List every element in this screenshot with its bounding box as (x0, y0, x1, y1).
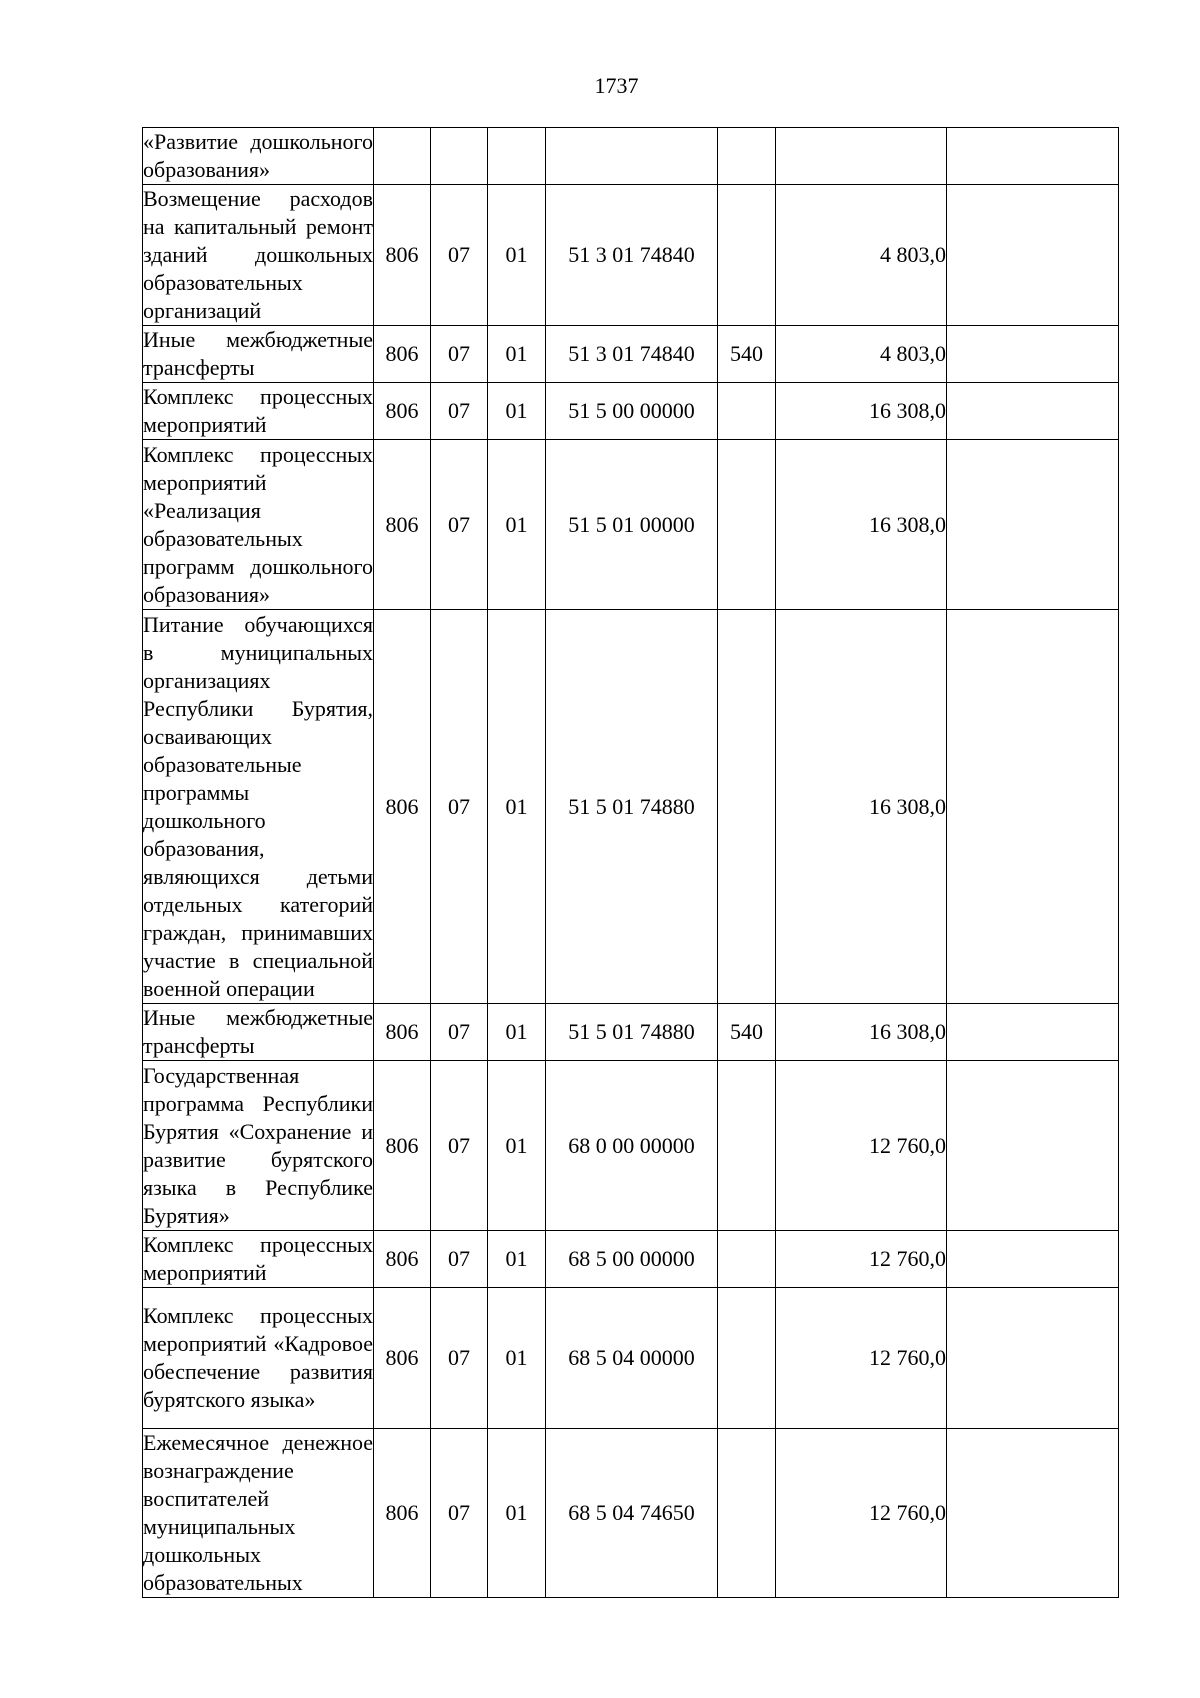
table-row (143, 185, 1119, 326)
extra-cell (947, 610, 1119, 1004)
amount: 12 760,0 (776, 1231, 947, 1288)
row-name: Комплекс процессных мероприятий (143, 1231, 374, 1288)
row-name: Возмещение расходов на капитальный ремонт зданий дошкольных образовательных организаций (143, 185, 374, 326)
row-name: «Развитие дошкольного образования» (143, 128, 374, 185)
expense-type-code: 540 (718, 1004, 776, 1061)
amount: 12 760,0 (776, 1288, 947, 1429)
expense-type-code (718, 185, 776, 326)
ved-code: 806 (374, 1429, 431, 1598)
expense-type-code (718, 1429, 776, 1598)
section-code: 07 (431, 1429, 488, 1598)
row-name: Комплекс процессных мероприятий «Реализация образовательных программ дошкольного образования» (143, 440, 374, 610)
amount: 16 308,0 (776, 383, 947, 440)
target-article-code: 51 5 01 00000 (546, 440, 718, 610)
expense-type-code: 540 (718, 326, 776, 383)
ved-code: 806 (374, 1231, 431, 1288)
target-article-code: 51 3 01 74840 (546, 185, 718, 326)
ved-code: 806 (374, 1288, 431, 1429)
expense-type-code (718, 1231, 776, 1288)
expense-type-code (718, 440, 776, 610)
table-row (143, 1429, 1119, 1598)
row-name: Питание обучающихся в муниципальных организациях Республики Бурятия, осваивающих образовательные программы дошкольного образования, являющихся детьми отдельных категорий граждан, принимавших участие в специальной военной операции (143, 610, 374, 1004)
amount: 16 308,0 (776, 1004, 947, 1061)
target-article-code: 68 5 04 74650 (546, 1429, 718, 1598)
row-name: Комплекс процессных мероприятий «Кадровое обеспечение развития бурятского языка» (143, 1288, 374, 1429)
section-code: 07 (431, 185, 488, 326)
expense-type-code (718, 128, 776, 185)
expense-type-code (718, 610, 776, 1004)
table-row (143, 1004, 1119, 1061)
ved-code: 806 (374, 1061, 431, 1231)
section-code: 07 (431, 440, 488, 610)
subsection-code: 01 (488, 326, 546, 383)
table-row (143, 1231, 1119, 1288)
amount: 16 308,0 (776, 610, 947, 1004)
amount: 4 803,0 (776, 326, 947, 383)
subsection-code (488, 128, 546, 185)
table-row (143, 610, 1119, 1004)
ved-code (374, 128, 431, 185)
section-code (431, 128, 488, 185)
row-name: Государственная программа Республики Бурятия «Сохранение и развитие бурятского языка в Республике Бурятия» (143, 1061, 374, 1231)
subsection-code: 01 (488, 1231, 546, 1288)
extra-cell (947, 1231, 1119, 1288)
subsection-code: 01 (488, 383, 546, 440)
row-name: Комплекс процессных мероприятий (143, 383, 374, 440)
section-code: 07 (431, 1061, 488, 1231)
ved-code: 806 (374, 610, 431, 1004)
subsection-code: 01 (488, 1288, 546, 1429)
amount: 12 760,0 (776, 1429, 947, 1598)
section-code: 07 (431, 383, 488, 440)
table-row (143, 1288, 1119, 1429)
extra-cell (947, 1429, 1119, 1598)
target-article-code: 68 0 00 00000 (546, 1061, 718, 1231)
expense-type-code (718, 1288, 776, 1429)
target-article-code: 51 5 00 00000 (546, 383, 718, 440)
table-row (143, 383, 1119, 440)
subsection-code: 01 (488, 1429, 546, 1598)
subsection-code: 01 (488, 610, 546, 1004)
ved-code: 806 (374, 326, 431, 383)
extra-cell (947, 128, 1119, 185)
section-code: 07 (431, 610, 488, 1004)
amount (776, 128, 947, 185)
amount: 12 760,0 (776, 1061, 947, 1231)
amount: 16 308,0 (776, 440, 947, 610)
target-article-code: 68 5 04 00000 (546, 1288, 718, 1429)
table-row (143, 440, 1119, 610)
section-code: 07 (431, 1231, 488, 1288)
extra-cell (947, 326, 1119, 383)
target-article-code: 51 5 01 74880 (546, 610, 718, 1004)
subsection-code: 01 (488, 185, 546, 326)
subsection-code: 01 (488, 1061, 546, 1231)
subsection-code: 01 (488, 440, 546, 610)
subsection-code: 01 (488, 1004, 546, 1061)
section-code: 07 (431, 1288, 488, 1429)
ved-code: 806 (374, 1004, 431, 1061)
row-name: Иные межбюджетные трансферты (143, 326, 374, 383)
ved-code: 806 (374, 185, 431, 326)
extra-cell (947, 1004, 1119, 1061)
extra-cell (947, 185, 1119, 326)
table-row (143, 1061, 1119, 1231)
target-article-code: 51 3 01 74840 (546, 326, 718, 383)
row-name: Ежемесячное денежное вознаграждение воспитателей муниципальных дошкольных образовательных (143, 1429, 374, 1598)
expense-type-code (718, 1061, 776, 1231)
extra-cell (947, 1061, 1119, 1231)
table-row (143, 326, 1119, 383)
amount: 4 803,0 (776, 185, 947, 326)
ved-code: 806 (374, 383, 431, 440)
expense-type-code (718, 383, 776, 440)
page-number: 1737 (594, 73, 639, 98)
section-code: 07 (431, 326, 488, 383)
row-name: Иные межбюджетные трансферты (143, 1004, 374, 1061)
target-article-code: 68 5 00 00000 (546, 1231, 718, 1288)
target-article-code: 51 5 01 74880 (546, 1004, 718, 1061)
ved-code: 806 (374, 440, 431, 610)
extra-cell (947, 383, 1119, 440)
budget-table (142, 127, 1119, 1598)
table-row (143, 128, 1119, 185)
section-code: 07 (431, 1004, 488, 1061)
extra-cell (947, 440, 1119, 610)
extra-cell (947, 1288, 1119, 1429)
target-article-code (546, 128, 718, 185)
